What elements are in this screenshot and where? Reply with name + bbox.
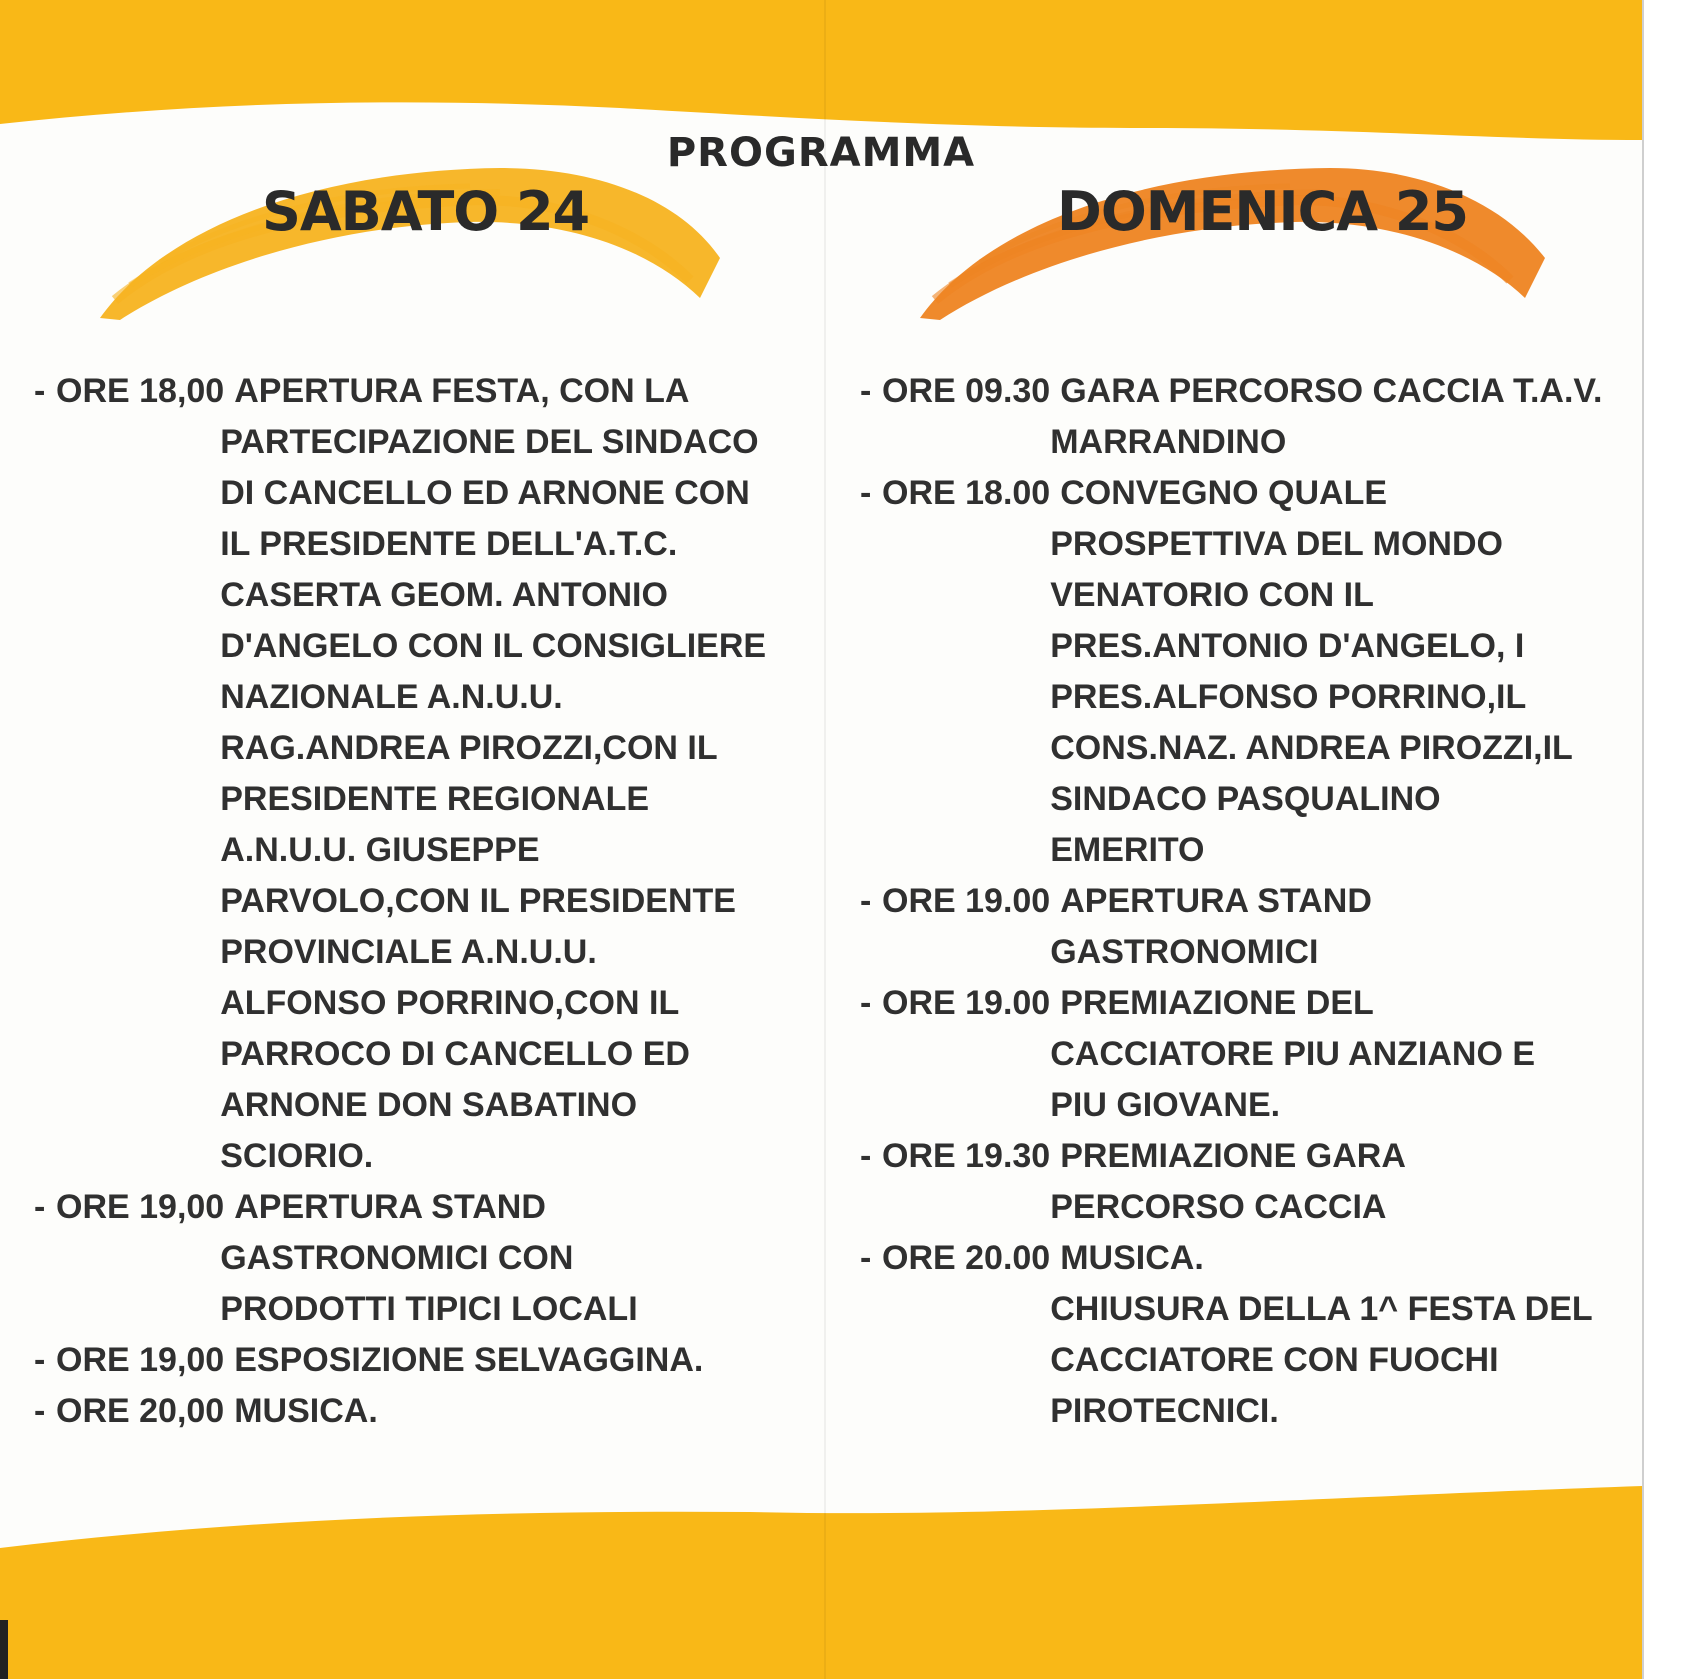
entry-line: IL PRESIDENTE DELL'A.T.C. [220, 525, 678, 563]
entry-line: APERTURA STAND [234, 1188, 546, 1226]
entry-line: MUSICA. [1060, 1239, 1204, 1277]
entry-line: APERTURA STAND [1060, 882, 1372, 920]
bottom-yellow-band [0, 1486, 1642, 1679]
entry-bullet: - [34, 1341, 46, 1379]
entry-line: ARNONE DON SABATINO [220, 1086, 638, 1124]
entry-description [1050, 1233, 1592, 1437]
entry-time: ORE 19,00 [56, 1341, 225, 1379]
entry-line: PERCORSO CACCIA [1050, 1188, 1387, 1226]
entry-line: CONVEGNO QUALE [1060, 474, 1388, 512]
entry-bullet: - [860, 372, 872, 410]
schedule-entry [34, 366, 804, 1182]
entry-description [1050, 1131, 1406, 1233]
scan-corner-mark [0, 1620, 8, 1679]
entry-line: PRES.ANTONIO D'ANGELO, I [1050, 627, 1525, 665]
entry-time: ORE 19,00 [56, 1188, 225, 1226]
entry-line: MARRANDINO [1050, 423, 1287, 461]
entry-line: CACCIATORE CON FUOCHI [1050, 1341, 1499, 1379]
entry-line: CACCIATORE PIU ANZIANO E [1050, 1035, 1536, 1073]
entry-description [224, 1335, 703, 1386]
entry-line: PRES.ALFONSO PORRINO,IL [1050, 678, 1527, 716]
entry-line: CHIUSURA DELLA 1^ FESTA DEL [1050, 1290, 1593, 1328]
schedule-entry [34, 1335, 804, 1386]
entry-bullet: - [34, 1188, 46, 1226]
entry-line: PARVOLO,CON IL PRESIDENTE [220, 882, 736, 920]
entry-line: APERTURA FESTA, CON LA [234, 372, 690, 410]
entry-line: SINDACO PASQUALINO [1050, 780, 1441, 818]
entry-time: ORE 20.00 [882, 1239, 1051, 1277]
top-yellow-band [0, 0, 1642, 140]
entry-time: ORE 19.30 [882, 1137, 1051, 1175]
entry-description [1050, 978, 1535, 1131]
schedule-entry [34, 1386, 804, 1437]
schedule-entry [34, 1182, 804, 1335]
schedule-entry [860, 366, 1640, 468]
entry-line: MUSICA. [234, 1392, 378, 1430]
center-fold-line [824, 0, 826, 1679]
entry-line: PIROTECNICI. [1050, 1392, 1279, 1430]
entry-line: PREMIAZIONE DEL [1060, 984, 1374, 1022]
entry-time: ORE 19.00 [882, 882, 1051, 920]
entry-line: PARROCO DI CANCELLO ED [220, 1035, 690, 1073]
entry-line: DI CANCELLO ED ARNONE CON [220, 474, 750, 512]
entry-description [1050, 366, 1602, 468]
entry-line: SCIORIO. [220, 1137, 374, 1175]
entry-line: EMERITO [1050, 831, 1205, 869]
entry-line: CASERTA GEOM. ANTONIO [220, 576, 668, 614]
entry-time: ORE 19.00 [882, 984, 1051, 1022]
entry-bullet: - [34, 372, 46, 410]
entry-description [224, 1386, 378, 1437]
entry-line: NAZIONALE A.N.U.U. [220, 678, 563, 716]
entry-bullet: - [860, 1239, 872, 1277]
schedule-entry [860, 978, 1640, 1131]
entry-description [220, 366, 767, 1182]
day-heading-sabato: SABATO 24 [262, 180, 590, 243]
entry-description [220, 1182, 638, 1335]
entry-line: PROVINCIALE A.N.U.U. [220, 933, 597, 971]
entry-line: RAG.ANDREA PIROZZI,CON IL [220, 729, 718, 767]
entry-description [1050, 468, 1573, 876]
schedule-entry [860, 1131, 1640, 1233]
entry-line: CONS.NAZ. ANDREA PIROZZI,IL [1050, 729, 1573, 767]
day-heading-domenica: DOMENICA 25 [1057, 180, 1469, 243]
schedule-entry [860, 876, 1640, 978]
scan-right-margin [1642, 0, 1700, 1679]
entry-line: ALFONSO PORRINO,CON IL [220, 984, 680, 1022]
entry-line: PRODOTTI TIPICI LOCALI [220, 1290, 638, 1328]
entry-line: PIU GIOVANE. [1050, 1086, 1281, 1124]
entry-line: VENATORIO CON IL [1050, 576, 1374, 614]
schedule-entry [860, 468, 1640, 876]
schedule-sabato [34, 366, 804, 1437]
entry-time: ORE 18.00 [882, 474, 1051, 512]
entry-line: PARTECIPAZIONE DEL SINDACO [220, 423, 759, 461]
entry-bullet: - [860, 1137, 872, 1175]
entry-description [1050, 876, 1372, 978]
entry-time: ORE 18,00 [56, 372, 225, 410]
schedule-domenica [860, 366, 1640, 1437]
entry-time: ORE 09.30 [882, 372, 1051, 410]
entry-line: PREMIAZIONE GARA [1060, 1137, 1406, 1175]
entry-bullet: - [34, 1392, 46, 1430]
entry-line: ESPOSIZIONE SELVAGGINA. [234, 1341, 704, 1379]
entry-time: ORE 20,00 [56, 1392, 225, 1430]
schedule-entry [860, 1233, 1640, 1437]
entry-line: GARA PERCORSO CACCIA T.A.V. [1060, 372, 1603, 410]
entry-line: D'ANGELO CON IL CONSIGLIERE [220, 627, 767, 665]
entry-line: A.N.U.U. GIUSEPPE [220, 831, 540, 869]
entry-bullet: - [860, 474, 872, 512]
entry-bullet: - [860, 984, 872, 1022]
entry-line: PROSPETTIVA DEL MONDO [1050, 525, 1503, 563]
entry-line: GASTRONOMICI [1050, 933, 1319, 971]
entry-bullet: - [860, 882, 872, 920]
page-title: PROGRAMMA [666, 130, 976, 176]
entry-line: PRESIDENTE REGIONALE [220, 780, 650, 818]
entry-line: GASTRONOMICI CON [220, 1239, 574, 1277]
